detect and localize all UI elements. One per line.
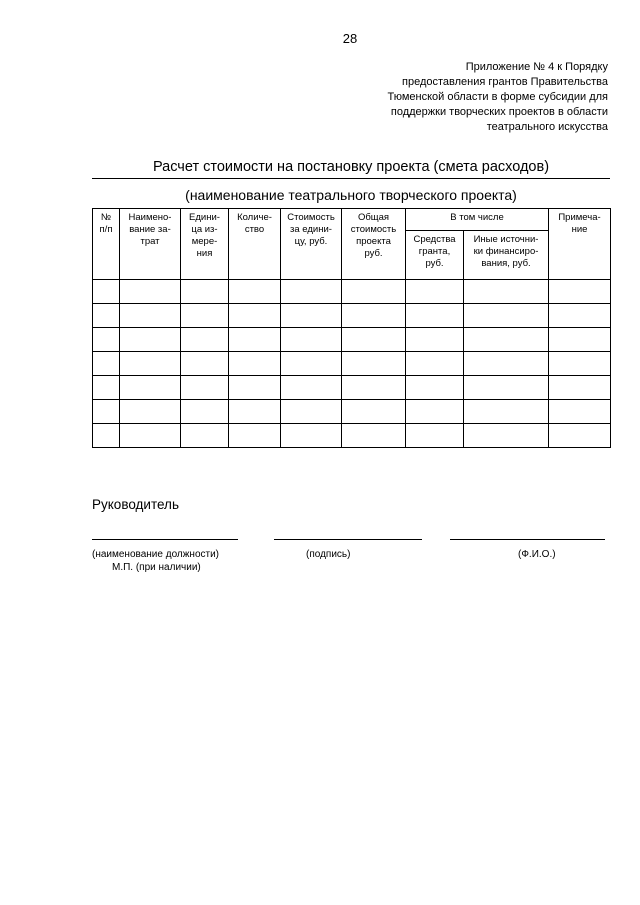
table-cell xyxy=(549,280,611,304)
table-cell xyxy=(93,304,120,328)
table-cell xyxy=(549,424,611,448)
table-cell xyxy=(120,400,181,424)
estimate-table xyxy=(92,208,611,448)
table-cell xyxy=(281,304,342,328)
table-cell xyxy=(120,280,181,304)
table-cell xyxy=(406,280,464,304)
table-row xyxy=(93,424,611,448)
table-cell xyxy=(93,424,120,448)
table-row xyxy=(93,328,611,352)
header-quantity: Количе- ство xyxy=(229,209,281,280)
header-total: Общая стоимость проекта руб. xyxy=(342,209,406,280)
document-title: Расчет стоимости на постановку проекта (смета расходов) xyxy=(152,159,550,175)
header-note: Примеча- ние xyxy=(549,209,611,280)
table-cell xyxy=(229,400,281,424)
table-cell xyxy=(281,424,342,448)
table-cell xyxy=(93,280,120,304)
table-cell xyxy=(406,352,464,376)
table-cell xyxy=(229,352,281,376)
appendix-line: Тюменской области в форме субсидии для xyxy=(387,91,608,103)
table-cell xyxy=(406,328,464,352)
table-cell xyxy=(342,352,406,376)
table-row xyxy=(93,400,611,424)
stamp-caption: М.П. (при наличии) xyxy=(112,562,201,573)
signature-line xyxy=(274,539,422,540)
appendix-note xyxy=(308,60,608,135)
table-cell xyxy=(120,304,181,328)
table-cell xyxy=(342,424,406,448)
table-cell xyxy=(464,400,549,424)
header-including: В том числе xyxy=(406,209,549,231)
appendix-line: Приложение № 4 к Порядку xyxy=(465,61,608,73)
table-cell xyxy=(93,376,120,400)
table-cell xyxy=(120,424,181,448)
table-cell xyxy=(549,352,611,376)
project-name-caption: (наименование театрального творческого проекта) xyxy=(185,187,517,203)
table-cell xyxy=(181,424,229,448)
table-cell xyxy=(464,352,549,376)
header-cost-name: Наимено- вание за- трат xyxy=(120,209,181,280)
appendix-line: предоставления грантов Правительства xyxy=(402,76,608,88)
table-row xyxy=(93,280,611,304)
table-body xyxy=(93,280,611,448)
table-row xyxy=(93,376,611,400)
table-cell xyxy=(181,304,229,328)
table-cell xyxy=(464,424,549,448)
table-cell xyxy=(181,400,229,424)
table-cell xyxy=(229,328,281,352)
table-cell xyxy=(464,280,549,304)
appendix-line: поддержки творческих проектов в области xyxy=(390,106,608,118)
table-cell xyxy=(464,304,549,328)
table-cell xyxy=(229,376,281,400)
table-cell xyxy=(406,400,464,424)
table-cell xyxy=(342,280,406,304)
table-cell xyxy=(406,376,464,400)
fio-line xyxy=(450,539,605,540)
table-cell xyxy=(281,376,342,400)
header-other-sources: Иные источни- ки финансиро- вания, руб. xyxy=(464,231,549,280)
table-cell xyxy=(406,424,464,448)
header-unit-price: Стоимость за едини- цу, руб. xyxy=(281,209,342,280)
table-cell xyxy=(181,280,229,304)
table-cell xyxy=(281,352,342,376)
table-cell xyxy=(342,304,406,328)
table-cell xyxy=(549,304,611,328)
table-cell xyxy=(342,376,406,400)
header-number: № п/п xyxy=(93,209,120,280)
table-cell xyxy=(181,376,229,400)
table-cell xyxy=(406,304,464,328)
table-cell xyxy=(281,328,342,352)
table-cell xyxy=(229,424,281,448)
table-cell xyxy=(120,352,181,376)
table-cell xyxy=(281,400,342,424)
position-caption: (наименование должности) xyxy=(92,549,220,560)
header-grant-funds: Средства гранта, руб. xyxy=(406,231,464,280)
table-cell xyxy=(549,376,611,400)
table-cell xyxy=(181,328,229,352)
table-cell xyxy=(229,304,281,328)
table-cell xyxy=(229,280,281,304)
table-cell xyxy=(549,328,611,352)
table-cell xyxy=(464,376,549,400)
table-cell xyxy=(93,352,120,376)
table-cell xyxy=(281,280,342,304)
table-cell xyxy=(342,328,406,352)
page-number: 28 xyxy=(342,31,358,46)
fio-caption: (Ф.И.О.) xyxy=(518,549,556,560)
table-cell xyxy=(120,328,181,352)
signature-caption: (подпись) xyxy=(306,549,351,560)
table-cell xyxy=(549,400,611,424)
position-line xyxy=(92,539,238,540)
leader-label: Руководитель xyxy=(92,497,179,512)
table-cell xyxy=(93,328,120,352)
table-row xyxy=(93,304,611,328)
header-unit: Едини- ца из- мере- ния xyxy=(181,209,229,280)
table-cell xyxy=(93,400,120,424)
table-cell xyxy=(181,352,229,376)
appendix-line: театрального искусства xyxy=(486,121,608,133)
table-row xyxy=(93,352,611,376)
table-cell xyxy=(342,400,406,424)
project-name-line xyxy=(92,178,610,179)
table-cell xyxy=(120,376,181,400)
table-cell xyxy=(464,328,549,352)
